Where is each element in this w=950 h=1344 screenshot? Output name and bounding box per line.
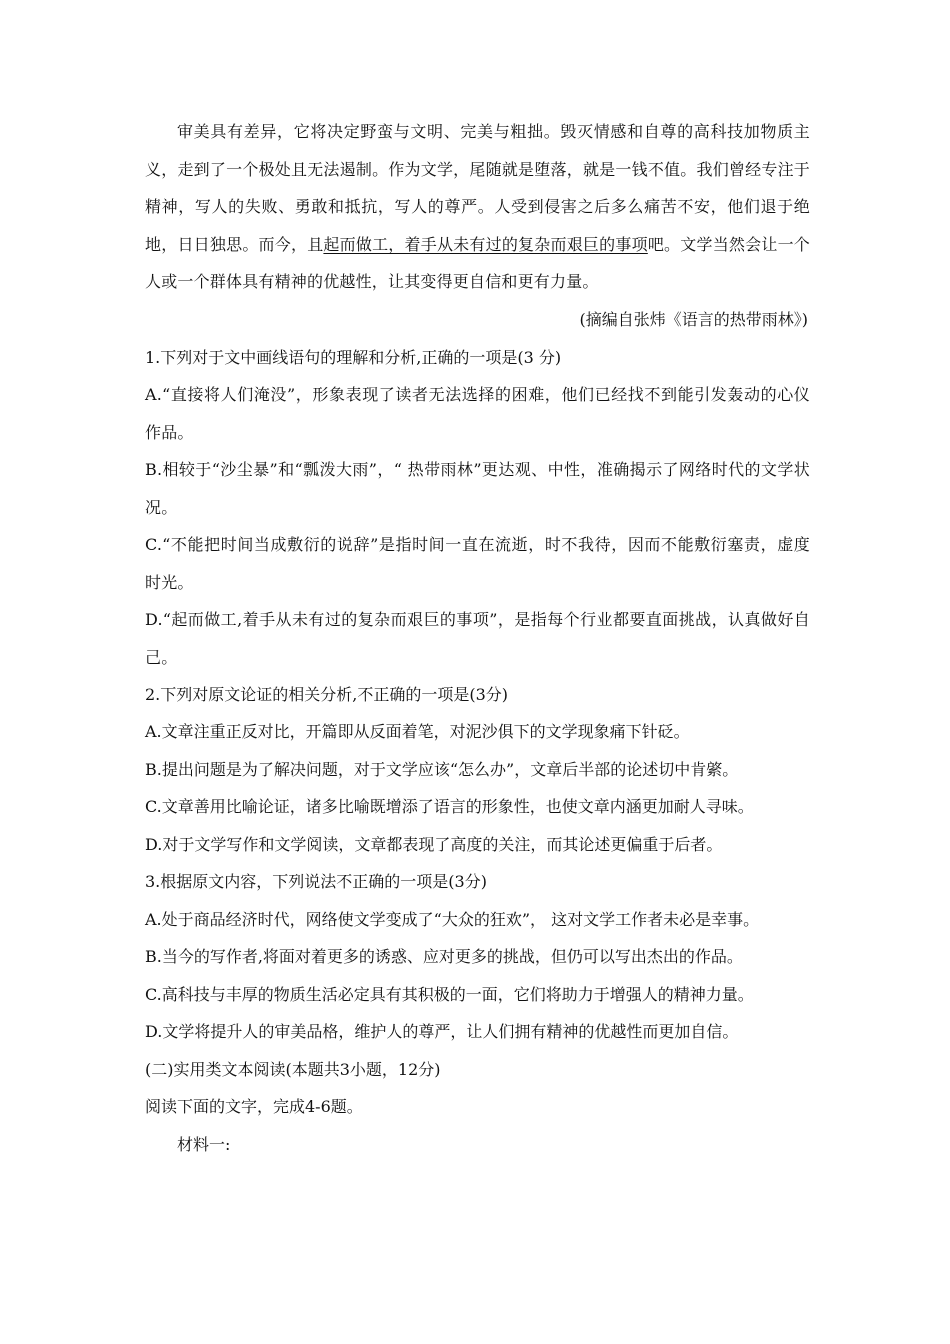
underlined-phrase: 起而做工，着手从未有过的复杂而艰巨的事项 [323, 234, 648, 254]
q2-option-b: B.提出问题是为了解决问题，对于文学应该“怎么办”，文章后半部的论述切中肯綮。 [145, 760, 739, 779]
q3-option-b: B.当今的写作者,将面对着更多的诱惑、应对更多的挑战，但仍可以写出杰出的作品。 [145, 947, 743, 966]
q2-option-c: C.文章善用比喻论证，诸多比喻既增添了语言的形象性，也使文章内涵更加耐人寻味。 [145, 797, 754, 816]
q1-option-d: D.“起而做工,着手从未有过的复杂而艰巨的事项”，是指每个行业都要直面挑战，认真做好自己。 [145, 610, 810, 667]
passage-source: (摘编自张炜《语言的热带雨林》) [579, 310, 808, 329]
q1-option-a: A.“直接将人们淹没”，形象表现了读者无法选择的困难，他们已经找不到能引发轰动的心仪作品。 [145, 385, 810, 442]
passage-text-2: 吧。文学当然会让一个人或一个群体具有精神的优越性，让其变得更自信和更有力量。 [145, 234, 810, 291]
q2-option-d: D.对于文学写作和文学阅读，文章都表现了高度的关注，而其论述更偏重于后者。 [145, 835, 723, 854]
section2-title: (二)实用类文本阅读(本题共3小题，12分) [145, 1060, 441, 1079]
q2-stem: 2.下列对原文论证的相关分析,不正确的一项是(3分) [145, 685, 509, 704]
section2-instruction: 阅读下面的文字，完成4-6题。 [145, 1097, 363, 1116]
material-heading: 材料一: [177, 1135, 231, 1154]
q1-stem: 1.下列对于文中画线语句的理解和分析,正确的一项是(3 分) [145, 348, 562, 367]
q3-stem: 3.根据原文内容，下列说法不正确的一项是(3分) [145, 872, 487, 891]
q1-option-b: B.相较于“沙尘暴”和“瓢泼大雨”，“ 热带雨林”更达观、中性，准确揭示了网络时代的文学状况。 [145, 460, 810, 517]
q1-option-c: C.“不能把时间当成敷衍的说辞”是指时间一直在流逝，时不我待，因而不能敷衍塞责，虚度时光。 [145, 535, 810, 592]
q2-option-a: A.文章注重正反对比，开篇即从反面着笔，对泥沙俱下的文学现象痛下针砭。 [145, 722, 690, 741]
q3-option-a: A.处于商品经济时代，网络使文学变成了“大众的狂欢”， 这对文学工作者未必是幸事。 [145, 910, 760, 929]
passage-text-1: 审美具有差异，它将决定野蛮与文明、完美与粗拙。毁灭情感和自尊的高科技加物质主义，走到了一个极处且无法遏制。作为文学，尾随就是堕落，就是一钱不值。我们曾经专注于精神，写人的失败、勇敢和抵抗，写人的尊严。人受到侵害之后多么痛苦不安，他们退于绝地，日日独思。而今，且 [145, 122, 810, 254]
q3-option-c: C.高科技与丰厚的物质生活必定具有其积极的一面，它们将助力于增强人的精神力量。 [145, 985, 754, 1004]
q3-option-d: D.文学将提升人的审美品格，维护人的尊严，让人们拥有精神的优越性而更加自信。 [145, 1022, 739, 1041]
passage-paragraph [145, 113, 810, 301]
